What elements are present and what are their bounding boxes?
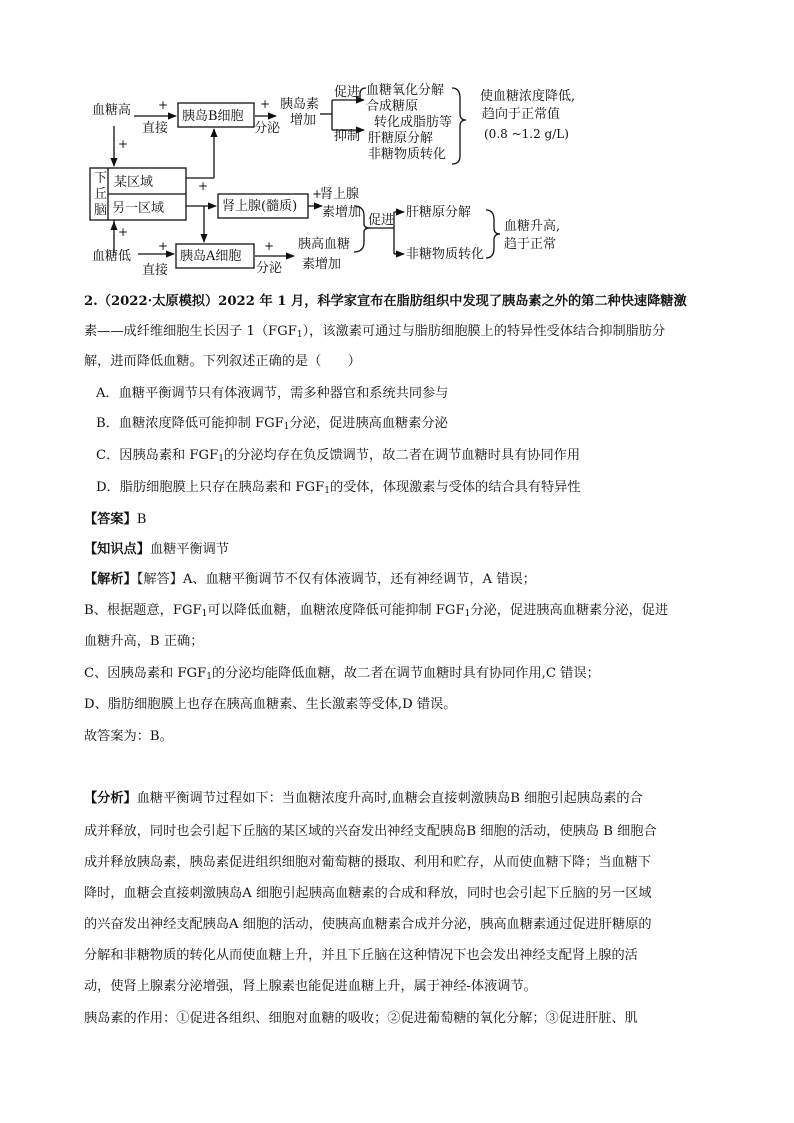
label-secrete-bottom: 分泌	[256, 261, 283, 276]
label-direct-top: 直接	[142, 121, 169, 136]
effect-oxidation: 血糖氧化分解	[366, 83, 445, 98]
question-line-2: 素——成纤维细胞生长因子 $1(FGF_1)$，该激素可通过与脂肪细胞膜上的特异性受体结合抑制脂肪分	[84, 324, 666, 340]
plus-sign: +	[118, 137, 129, 151]
explanation-conclusion: 故答案为：B。	[84, 729, 173, 744]
explanation-line-c: C、因胰岛素和 $FGF_1$的分泌均能降低血糖，故二者在调节血糖时具有协同作用,C 错误；	[84, 666, 600, 682]
plus-sign: +	[264, 239, 275, 253]
plus-sign: +	[118, 225, 129, 239]
result-down-2: 趋向于正常值	[482, 107, 561, 122]
label-direct-bottom: 直接	[142, 263, 169, 278]
plus-sign: +	[312, 187, 323, 201]
analysis-line-3: 成并释放胰岛素，胰岛素促进组织细胞对葡萄糖的摄取、利用和贮存，从而使血糖下降；当血糖下	[84, 855, 652, 870]
explanation-line-b: B、根据题意，$FGF_1$可以降低血糖，血糖浓度降低可能抑制 $FGF_1$分泌，促进胰高血糖素分泌，促进	[84, 603, 669, 619]
knowledge-point-line: 【知识点】血糖平衡调节	[84, 542, 230, 557]
answer-line: 【答案】B	[84, 512, 147, 527]
explanation-line-b2: 血糖升高，B 正确；	[84, 634, 204, 649]
liver-glycogen-breakdown: 肝糖原分解	[406, 205, 472, 220]
effect-glycogen: 合成糖原	[366, 99, 419, 114]
insulin-function-line: 胰岛素的作用：①促进各组织、细胞对血糖的吸收；②促进葡萄糖的氧化分解；③促进肝脏、肌	[84, 1011, 638, 1026]
question-line-1: 2.（2022·太原模拟）2022 年 1 月，科学家宣布在脂肪组织中发现了胰岛素之外的第二种快速降糖激	[84, 294, 687, 309]
question-line-3: 解，进而降低血糖。下列叙述正确的是（ ）	[84, 354, 361, 369]
analysis-line-2: 成并释放，同时也会引起下丘脑的某区域的兴奋发出神经支配胰岛B 细胞的活动，使胰岛 B 细胞合	[84, 824, 657, 839]
analysis-line-1: 【分析】血糖平衡调节过程如下：当血糖浓度升高时,血糖会直接刺激胰岛B 细胞引起胰岛素的合	[84, 791, 643, 806]
result-down-1: 使血糖浓度降低,	[480, 89, 576, 104]
glucagon-2: 素增加	[302, 257, 342, 272]
adrenaline-1: 肾上腺	[320, 187, 360, 202]
effect-non-sugar: 非糖物质转化	[368, 147, 447, 162]
analysis-line-4: 降时，血糖会直接刺激胰岛A 细胞引起胰高血糖素的合成和释放，同时也会引起下丘脑的另一区域	[84, 886, 652, 901]
pancreatic-b-cell-box: 胰岛B细胞	[182, 109, 244, 124]
hypothalamus-3: 脑	[94, 203, 108, 218]
blood-sugar-regulation-diagram	[84, 78, 644, 283]
option-b: B．血糖浓度降低可能抑制 $FGF_1$分泌，促进胰高血糖素分泌	[96, 416, 448, 432]
plus-sign: +	[158, 239, 169, 253]
option-d: D．脂肪细胞膜上只存在胰岛素和 $FGF_1$的受体，体现激素与受体的结合具有特异性	[96, 480, 581, 496]
effect-liver-glycogen: 肝糖原分解	[368, 131, 434, 146]
label-secrete-top: 分泌	[254, 121, 281, 136]
explanation-line-d: D、脂肪细胞膜上也存在胰高血糖素、生长激素等受体,D 错误。	[84, 697, 457, 712]
hypothalamus-1: 下	[94, 171, 108, 186]
area-2: 另一区域	[112, 201, 165, 216]
glucagon-1: 胰高血糖	[298, 237, 351, 252]
analysis-line-7: 动，使肾上腺素分泌增强，肾上腺素也能促进血糖上升，属于神经-体液调节。	[84, 979, 537, 994]
plus-sign: +	[158, 98, 169, 112]
result-up-1: 血糖升高,	[504, 219, 561, 234]
label-blood-sugar-high: 血糖高	[92, 103, 132, 118]
effect-fat: 转化成脂肪等	[374, 115, 453, 130]
analysis-line-5: 的兴奋发出神经支配胰岛A 细胞的活动，使胰高血糖素合成并分泌，胰高血糖素通过促进肝糖原的	[84, 917, 652, 932]
result-up-2: 趋于正常	[504, 237, 557, 252]
adrenal-box: 肾上腺(髓质)	[222, 199, 298, 214]
label-blood-sugar-low: 血糖低	[92, 249, 132, 264]
analysis-line-6: 分解和非糖物质的转化从而使血糖上升，并且下丘脑在这种情况下也会发出神经支配肾上腺的活	[84, 948, 638, 963]
promote-label-bottom: 促进	[368, 213, 395, 228]
plus-sign: +	[198, 179, 209, 193]
adrenaline-2: 素增加	[322, 205, 362, 220]
result-down-3: (0.8 ~1.2 g/L)	[484, 127, 569, 141]
option-c: C．因胰岛素和 $FGF_1$的分泌均存在负反馈调节，故二者在调节血糖时具有协同作用	[96, 448, 581, 464]
option-a: A．血糖平衡调节只有体液调节，需多种器官和系统共同参与	[96, 386, 449, 401]
explanation-line-a: 【解析】【解答】A、血糖平衡调节不仅有体液调节，还有神经调节，A 错误；	[84, 572, 536, 587]
area-1: 某区域	[114, 175, 154, 190]
pancreatic-a-cell-box: 胰岛A细胞	[180, 249, 242, 264]
non-sugar-conversion: 非糖物质转化	[406, 247, 485, 262]
plus-sign: +	[260, 97, 271, 111]
insulin-label: 胰岛素	[280, 97, 320, 112]
hypothalamus-2: 丘	[94, 187, 108, 202]
promote-label-top: 促进	[334, 85, 361, 100]
insulin-increase-label: 增加	[290, 113, 317, 128]
inhibit-label: 抑制	[334, 129, 361, 144]
